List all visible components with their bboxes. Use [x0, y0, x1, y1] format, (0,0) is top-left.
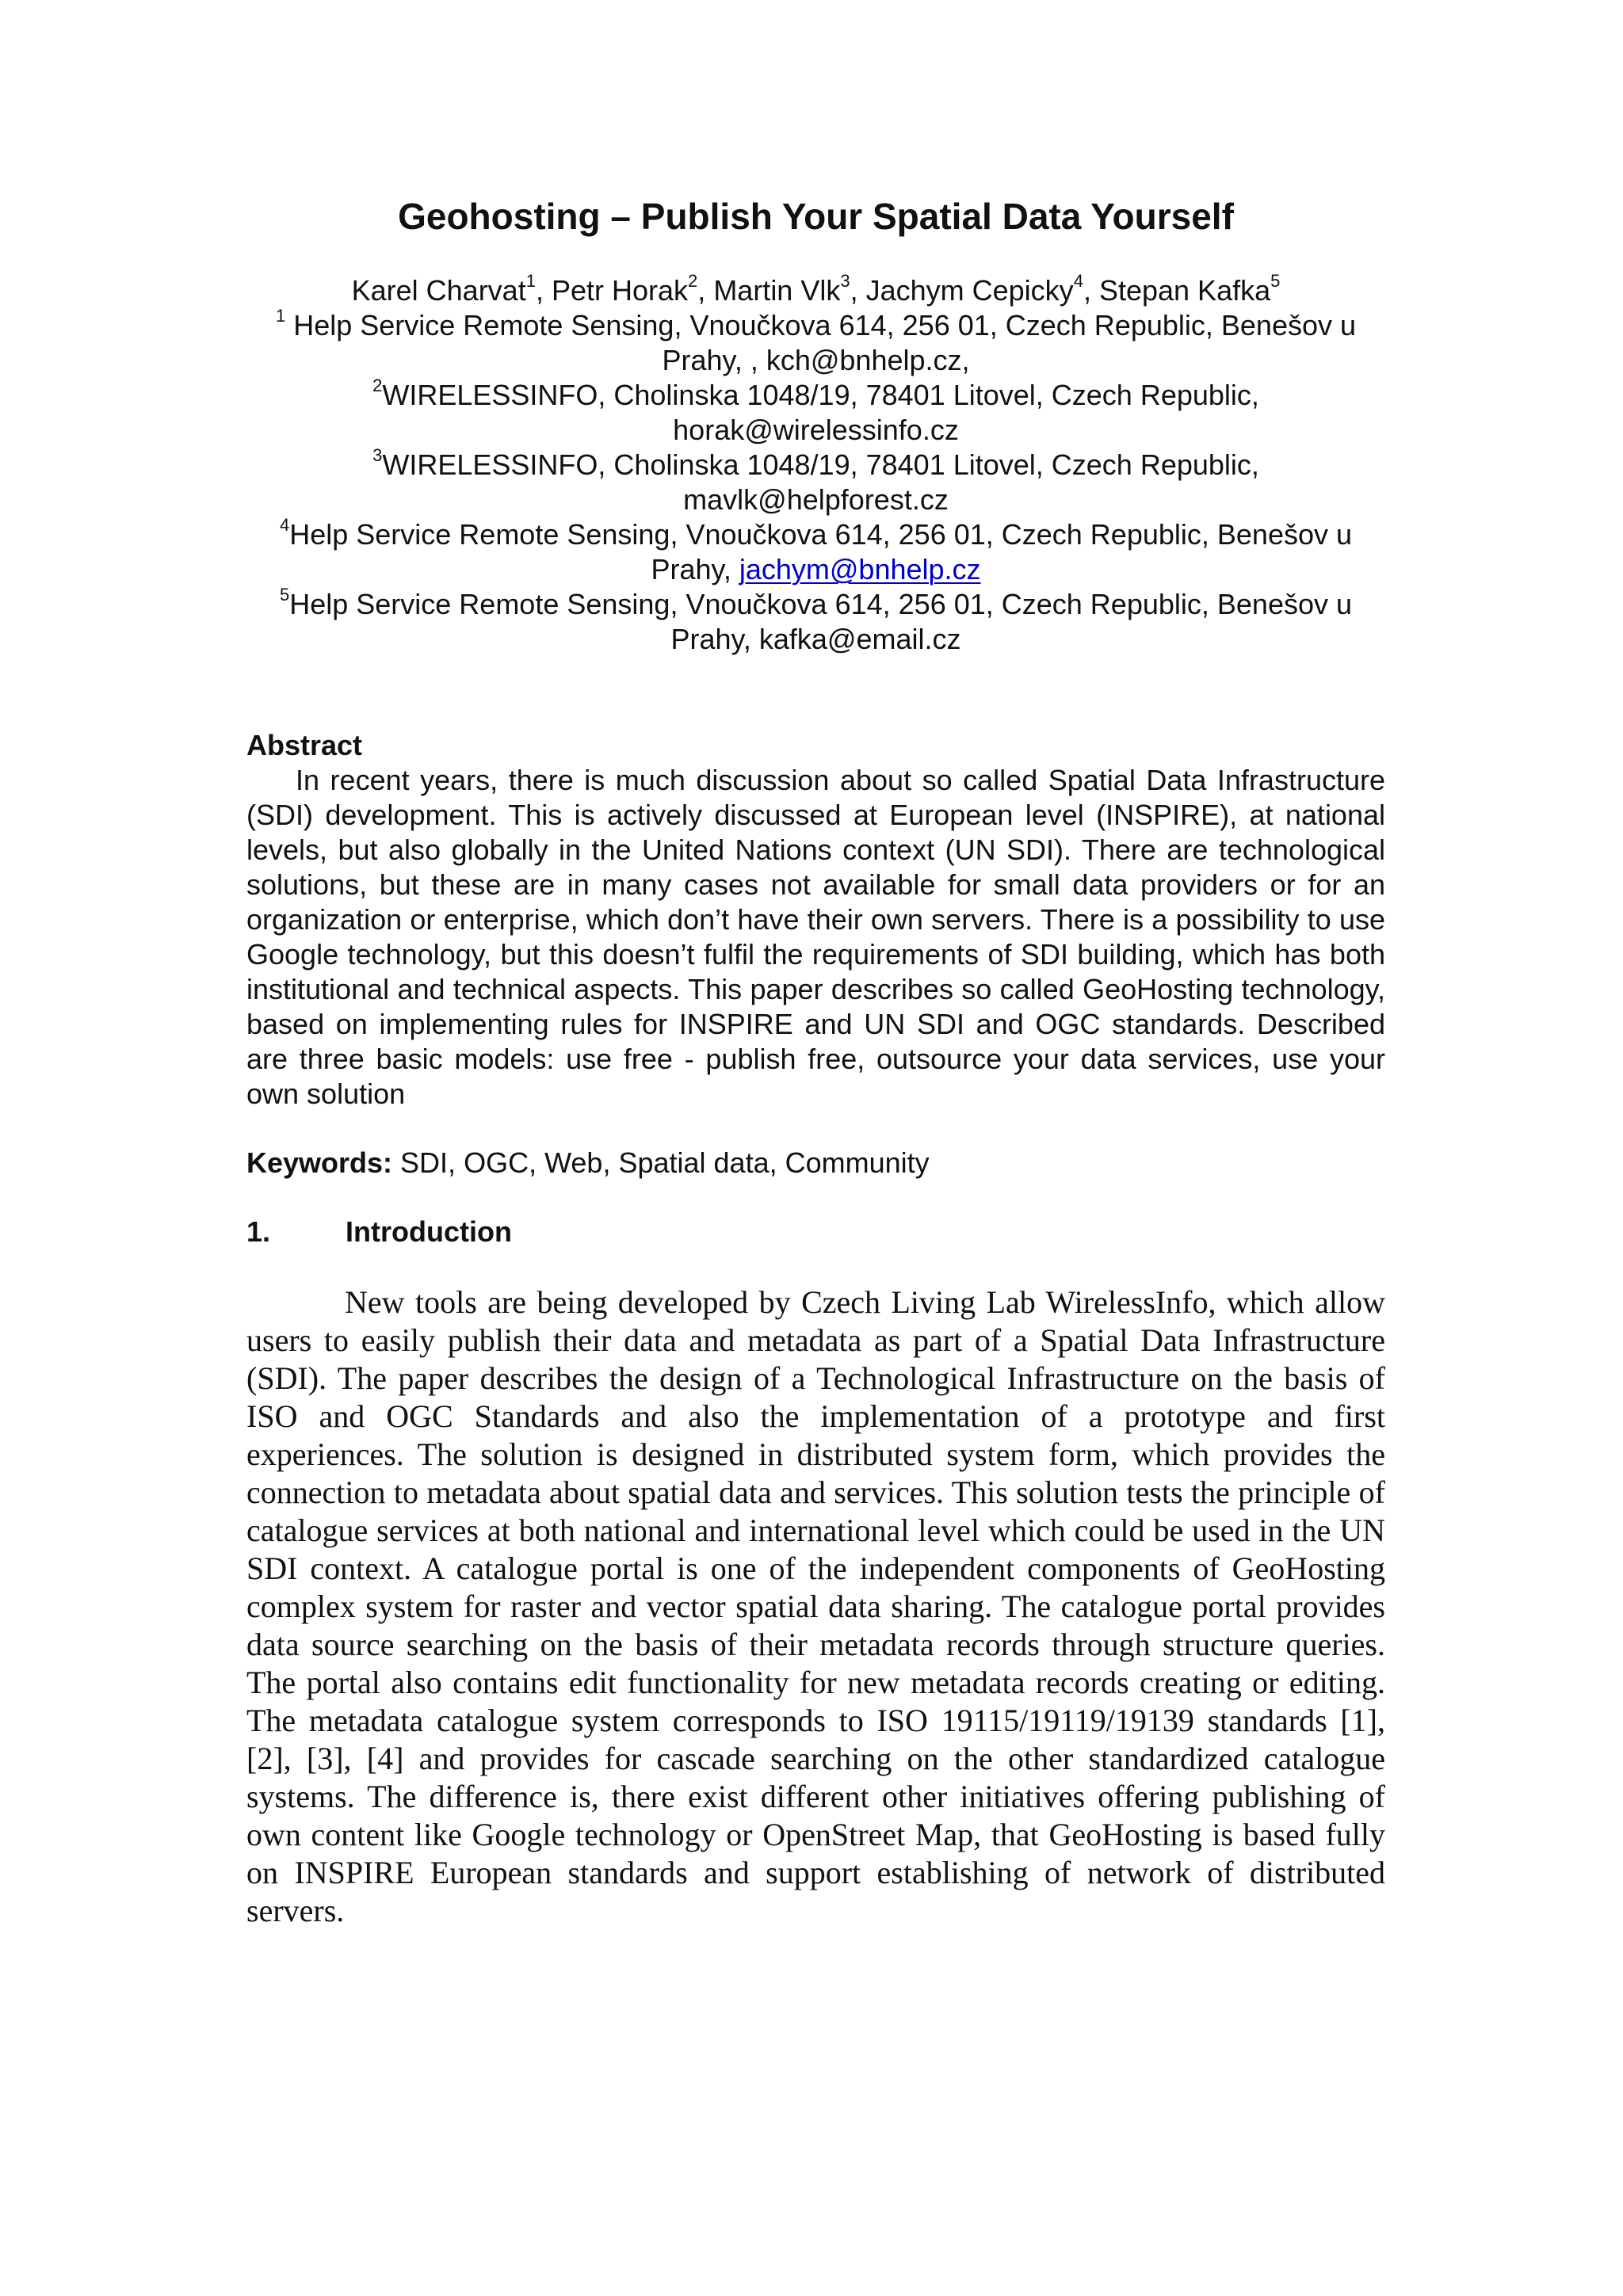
author-affiliation-marker: 1	[525, 271, 536, 291]
author-name: Stepan Kafka	[1098, 274, 1271, 307]
abstract-body: In recent years, there is much discussion about so called Spatial Data Infrastructure (SDI) development. This is actively discussed at European level (INSPIRE), at national levels, but also globally in the United Nations context (UN SDI). There are technological solutions, but these are in many cases not available for small data providers or for an organization or enterprise, which don’t have their own servers. There is a possibility to use Google technology, but this doesn’t fulfil the requirements of SDI building, which has both institutional and technical aspects. This paper describes so called GeoHosting technology, based on implementing rules for INSPIRE and UN SDI and OGC standards. Described are three basic models: use free - publish free, outsource your data services, use your own solution	[246, 764, 1385, 1110]
affiliation-5	[246, 587, 1385, 657]
page-content	[246, 195, 1385, 1930]
affiliation-marker: 4	[279, 515, 290, 535]
introduction-body: New tools are being developed by Czech Living Lab WirelessInfo, which allow users to easily publish their data and metadata as part of a Spatial Data Infrastructure (SDI). The paper describes the design of a Technological Infrastructure on the basis of ISO and OGC Standards and also the implementation of a prototype and first experiences. The solution is designed in distributed system form, which provides the connection to metadata about spatial data and services. This solution tests the principle of catalogue services at both national and international level which could be used in the UN SDI context. A catalogue portal is one of the independent components of GeoHosting complex system for raster and vector spatial data sharing. The catalogue portal provides data source searching on the basis of their metadata records through structure queries. The portal also contains edit functionality for new metadata records creating or editing. The metadata catalogue system corresponds to ISO 19115/19119/19139 standards [1], [2], [3], [4] and provides for cascade searching on the other standardized catalogue systems. The difference is, there exist different other initiatives offering publishing of own content like Google technology or OpenStreet Map, that GeoHosting is based fully on INSPIRE European standards and support establishing of network of distributed servers.	[246, 1284, 1385, 1928]
affiliation-marker: 1	[275, 306, 286, 326]
introduction-heading	[246, 1215, 1385, 1249]
keywords	[246, 1146, 1385, 1180]
email-link-jachym[interactable]: jachym@bnhelp.cz	[739, 553, 981, 585]
author-name: Martin Vlk	[713, 274, 841, 307]
author-name: Jachym Cepicky	[865, 274, 1074, 307]
affiliation-marker: 2	[372, 376, 383, 395]
affiliation-1	[246, 308, 1385, 378]
author-name: Karel Charvat	[351, 274, 526, 307]
author-affiliation-marker: 3	[840, 271, 850, 291]
affiliation-text: WIRELESSINFO, Cholinska 1048/19, 78401 Litovel, Czech Republic, horak@wirelessinfo.cz	[382, 379, 1259, 446]
author-list: Karel Charvat$^1$, Petr Horak$^2$, Martin Vlk$^3$, Jachym Cepicky$^4$, Stepan Kafka$^5$	[351, 271, 1281, 307]
affiliation-2	[246, 378, 1385, 448]
author-affiliation-marker: 5	[1270, 271, 1281, 291]
keywords-label: Keywords:	[246, 1146, 393, 1179]
keywords-text: SDI, OGC, Web, Spatial data, Community	[392, 1146, 930, 1179]
affiliation-text: Help Service Remote Sensing, Vnoučkova 614, 256 01, Czech Republic, Benešov u Prahy,	[289, 518, 1353, 585]
abstract-heading: Abstract	[246, 729, 363, 761]
affiliation-4	[246, 517, 1385, 587]
author-affiliation-marker: 2	[688, 271, 698, 291]
author-name: Petr Horak	[551, 274, 689, 307]
affiliation-text: Help Service Remote Sensing, Vnoučkova 614, 256 01, Czech Republic, Benešov u Prahy, , kch@bnhelp.cz,	[285, 309, 1357, 376]
affiliation-3	[246, 445, 1385, 517]
author-affiliation-marker: 4	[1073, 271, 1083, 291]
section-number: 1.	[246, 1215, 271, 1248]
section-title: Introduction	[346, 1215, 512, 1248]
paper-title: Geohosting – Publish Your Spatial Data Yourself	[398, 196, 1234, 237]
affiliation-text: Help Service Remote Sensing, Vnoučkova 614, 256 01, Czech Republic, Benešov u Prahy, kafka@email.cz	[289, 588, 1353, 655]
affiliation-text: WIRELESSINFO, Cholinska 1048/19, 78401 Litovel, Czech Republic, mavlk@helpforest.cz	[382, 448, 1259, 516]
affiliation-marker: 5	[279, 585, 290, 605]
affiliation-marker: 3	[372, 445, 383, 465]
